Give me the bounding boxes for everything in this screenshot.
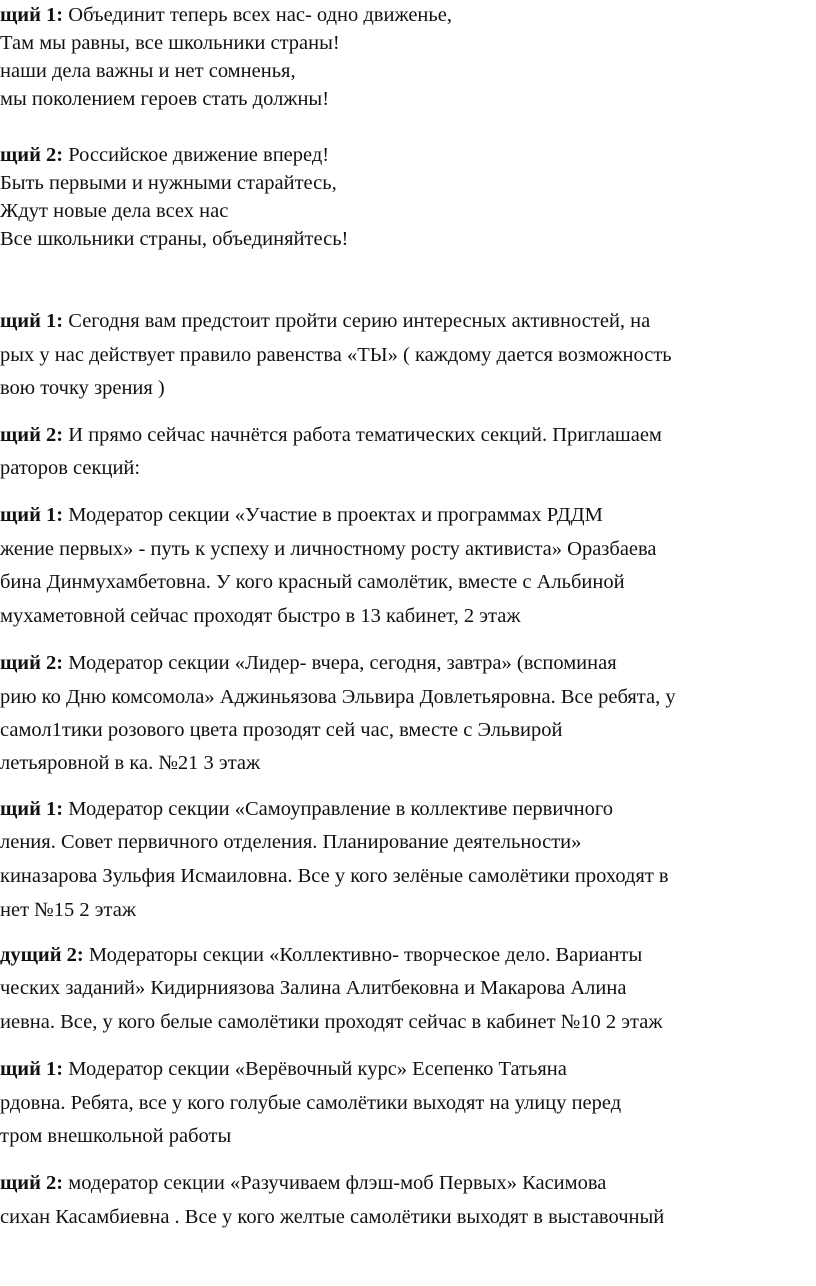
line-text: рдовна. Ребята, все у кого голубые самолётики выходят на улицу перед <box>0 1092 622 1114</box>
line-text: Там мы равны, все школьники страны! <box>0 32 340 54</box>
text-line <box>0 502 603 529</box>
text-line <box>0 142 329 169</box>
text-line <box>0 684 676 711</box>
speaker-label: щий 1: <box>0 798 64 820</box>
text-line <box>0 942 642 969</box>
line-text: Быть первыми и нужными старайтесь, <box>0 172 337 194</box>
line-text: летьяровной в ка. №21 3 этаж <box>0 752 261 774</box>
line-text: Сегодня вам предстоит пройти серию интересных активностей, на <box>63 310 651 332</box>
line-text: нет №15 2 этаж <box>0 899 136 921</box>
text-line <box>0 170 337 197</box>
line-text: иевна. Все, у кого белые самолётики проходят сейчас в кабинет №10 2 этаж <box>0 1011 663 1033</box>
speaker-label: щий 1: <box>0 4 64 26</box>
speaker-label: дущий 2: <box>0 944 84 966</box>
text-line <box>0 750 260 777</box>
speaker-label: щий 2: <box>0 1172 64 1194</box>
line-text: Модератор секции «Самоуправление в коллективе первичного <box>63 798 613 820</box>
line-text: тром внешкольной работы <box>0 1125 232 1147</box>
text-line <box>0 422 662 449</box>
text-line <box>0 1123 231 1150</box>
speaker-label: щий 2: <box>0 424 64 446</box>
line-text: модератор секции «Разучиваем флэш-моб Первых» Касимова <box>63 1172 607 1194</box>
line-text: ления. Совет первичного отделения. Планирование деятельности» <box>0 831 582 853</box>
text-line <box>0 717 562 744</box>
line-text: мухаметовной сейчас проходят быстро в 13 кабинет, 2 этаж <box>0 605 521 627</box>
text-line <box>0 1090 621 1117</box>
text-line <box>0 796 613 823</box>
text-line <box>0 86 329 113</box>
line-text: бина Динмухамбетовна. У кого красный самолётик, вместе с Альбиной <box>0 571 625 593</box>
line-text: ческих заданий» Кидирниязова Залина Алитбековна и Макарова Алина <box>0 977 627 999</box>
speaker-label: щий 2: <box>0 144 64 166</box>
speaker-label: щий 1: <box>0 310 64 332</box>
text-line <box>0 829 581 856</box>
line-text: жение первых» - путь к успеху и личностному росту активиста» Оразбаева <box>0 538 657 560</box>
line-text: Модераторы секции «Коллективно- творческое дело. Варианты <box>83 944 643 966</box>
text-line <box>0 58 296 85</box>
line-text: Модератор секции «Лидер- вчера, сегодня, завтра» (вспоминая <box>63 652 617 674</box>
line-text: киназарова Зульфия Исмаиловна. Все у кого зелёные самолётики проходят в <box>0 865 669 887</box>
speaker-label: щий 2: <box>0 652 64 674</box>
text-line <box>0 650 617 677</box>
line-text: раторов секций: <box>0 457 141 479</box>
line-text: вою точку зрения ) <box>0 377 165 399</box>
line-text: Все школьники страны, объединяйтесь! <box>0 228 349 250</box>
text-line <box>0 897 136 924</box>
text-line <box>0 30 340 57</box>
text-line <box>0 603 521 630</box>
line-text: И прямо сейчас начнётся работа тематических секций. Приглашаем <box>63 424 662 446</box>
text-line <box>0 1009 662 1036</box>
line-text: наши дела важны и нет сомненья, <box>0 60 296 82</box>
text-line <box>0 2 452 29</box>
text-line <box>0 342 672 369</box>
text-line <box>0 975 626 1002</box>
speaker-label: щий 1: <box>0 504 64 526</box>
text-line <box>0 1056 567 1083</box>
text-line <box>0 536 657 563</box>
line-text: мы поколением героев стать должны! <box>0 88 330 110</box>
text-line <box>0 455 140 482</box>
speaker-label: щий 1: <box>0 1058 64 1080</box>
line-text: Ждут новые дела всех нас <box>0 200 229 222</box>
text-line <box>0 1170 606 1197</box>
line-text: Модератор секции «Верёвочный курс» Есепенко Татьяна <box>63 1058 567 1080</box>
line-text: рию ко Дню комсомола» Аджиньязова Эльвира Довлетьяровна. Все ребята, у <box>0 686 676 708</box>
line-text: Объединит теперь всех нас- одно движенье, <box>63 4 452 26</box>
text-line <box>0 863 669 890</box>
line-text: самол1тики розового цвета прозодят сей час, вместе с Эльвирой <box>0 719 563 741</box>
line-text: рых у нас действует правило равенства «ТЫ» ( каждому дается возможность <box>0 344 672 366</box>
text-line <box>0 308 650 335</box>
text-line <box>0 375 165 402</box>
text-line <box>0 569 625 596</box>
text-line <box>0 1204 664 1231</box>
line-text: Модератор секции «Участие в проектах и программах РДДМ <box>63 504 603 526</box>
line-text: сихан Касамбиевна . Все у кого желтые самолётики выходят в выставочный <box>0 1206 665 1228</box>
text-line <box>0 226 348 253</box>
line-text: Российское движение вперед! <box>63 144 330 166</box>
text-line <box>0 198 228 225</box>
